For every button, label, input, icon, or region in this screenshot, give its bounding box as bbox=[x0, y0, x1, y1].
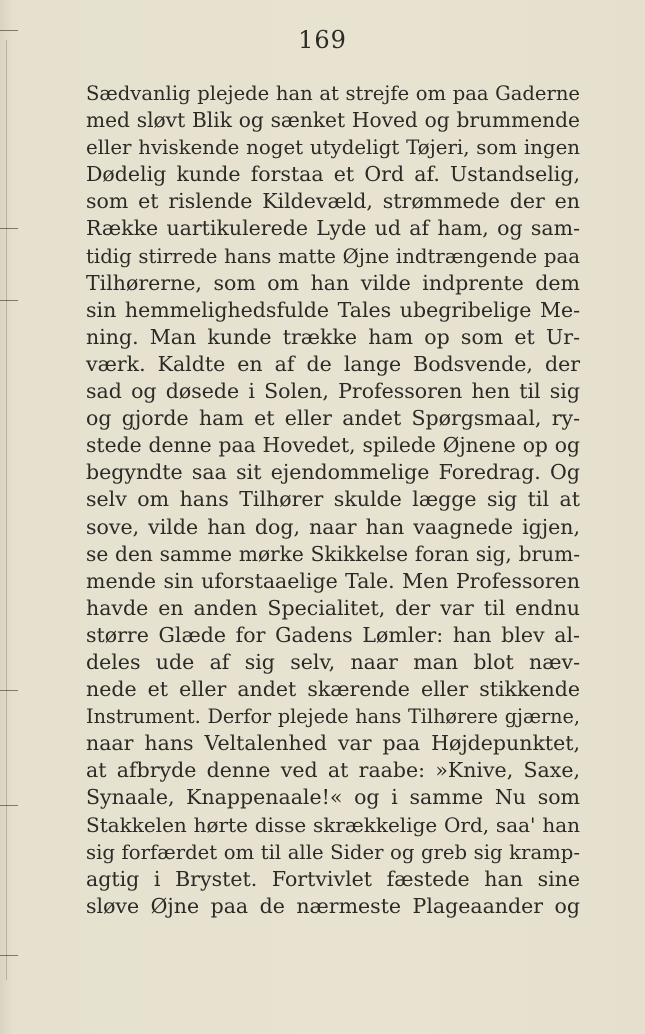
text-line: som et rislende Kildevæld, strømmede der en bbox=[86, 189, 580, 214]
page-number: 169 bbox=[298, 26, 347, 54]
text-line: at afbryde denne ved at raabe: »Knive, Saxe, bbox=[86, 758, 580, 783]
text-line: sig forfærdet om til alle Sider og greb sig kramp- bbox=[86, 840, 580, 864]
text-line: sove, vilde han dog, naar han vaagnede igjen, bbox=[86, 514, 580, 539]
text-line: eller hviskende noget utydeligt Tøjeri, som ingen bbox=[86, 136, 580, 160]
text-line: havde en anden Specialitet, der var til endnu bbox=[86, 595, 580, 620]
text-line: nede et eller andet skærende eller stikkende bbox=[86, 677, 580, 702]
edge-mark bbox=[0, 690, 18, 691]
text-line: stede denne paa Hovedet, spilede Øjnene op og bbox=[86, 433, 580, 458]
text-line: tidig stirrede hans matte Øjne indtrængende paa bbox=[86, 244, 580, 268]
text-line: deles ude af sig selv, naar man blot næv- bbox=[86, 649, 580, 674]
text-line: Stakkelen hørte disse skrækkelige Ord, saa' han bbox=[86, 812, 580, 837]
text-line: agtig i Brystet. Fortvivlet fæstede han sine bbox=[86, 866, 580, 891]
text-line: begyndte saa sit ejendommelige Foredrag. Og bbox=[86, 460, 580, 485]
text-line: sin hemmelighedsfulde Tales ubegribelige Me- bbox=[86, 297, 580, 322]
text-line: og gjorde ham et eller andet Spørgsmaal, ry- bbox=[86, 406, 580, 431]
text-line: Dødelig kunde forstaa et Ord af. Ustandselig, bbox=[86, 162, 580, 187]
text-line: sad og døsede i Solen, Professoren hen til sig bbox=[86, 379, 580, 404]
text-line: selv om hans Tilhører skulde lægge sig til at bbox=[86, 487, 580, 512]
text-line: naar hans Veltalenhed var paa Højdepunktet, bbox=[86, 731, 580, 756]
text-line: sløve Øjne paa de nærmeste Plageaander og bbox=[86, 893, 580, 918]
edge-mark bbox=[0, 300, 18, 301]
edge-mark bbox=[0, 955, 18, 956]
text-line: se den samme mørke Skikkelse foran sig, brum- bbox=[86, 541, 580, 566]
binding-edge bbox=[6, 40, 7, 980]
text-line: med sløvt Blik og sænket Hoved og brummende bbox=[86, 108, 580, 133]
text-line: Tilhørerne, som om han vilde indprente dem bbox=[86, 270, 580, 295]
text-line: ning. Man kunde trække ham op som et Ur- bbox=[86, 324, 580, 349]
text-line: Instrument. Derfor plejede hans Tilhørere gjærne, bbox=[86, 705, 580, 729]
text-line: større Glæde for Gadens Lømler: han blev al- bbox=[86, 622, 580, 647]
text-line: Sædvanlig plejede han at strejfe om paa Gaderne bbox=[86, 82, 580, 105]
body-text bbox=[86, 80, 580, 920]
edge-mark bbox=[0, 228, 18, 229]
text-line: Række uartikulerede Lyde ud af ham, og sam- bbox=[86, 216, 580, 241]
text-line: mende sin uforstaaelige Tale. Men Professoren bbox=[86, 568, 580, 593]
text-line: Synaale, Knappenaale!« og i samme Nu som bbox=[86, 785, 580, 810]
edge-mark bbox=[0, 805, 18, 806]
text-line: værk. Kaldte en af de lange Bodsvende, der bbox=[86, 351, 580, 376]
